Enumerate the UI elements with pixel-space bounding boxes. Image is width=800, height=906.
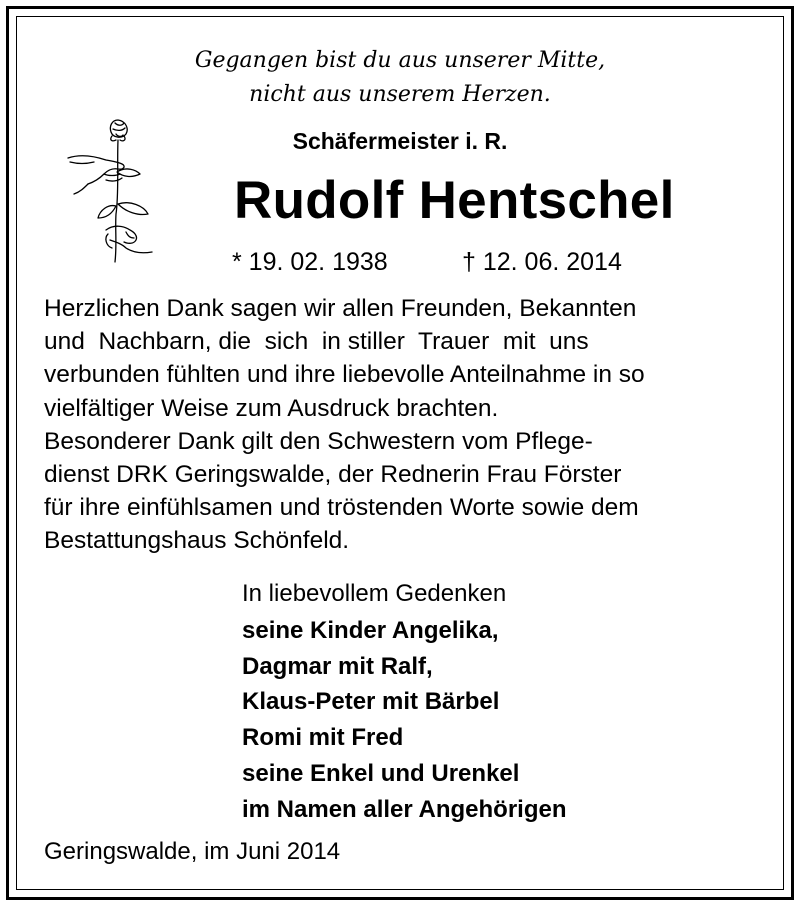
signature-line: Romi mit Fred xyxy=(242,724,404,752)
thanks-line: Bestattungshaus Schönfeld. xyxy=(44,527,350,555)
thanks-line: für ihre einfühlsamen und tröstenden Worte sowie dem xyxy=(44,494,639,522)
signature-line: im Namen aller Angehörigen xyxy=(242,795,567,823)
deceased-name: Rudolf Hentschel xyxy=(234,171,675,230)
motto-line-1: Gegangen bist du aus unserer Mitte, xyxy=(194,48,606,73)
signature-line: seine Kinder Angelika, xyxy=(242,617,499,644)
thanks-line: dienst DRK Geringswalde, der Rednerin Frau Förster xyxy=(44,461,622,489)
signature-intro: In liebevollem Gedenken xyxy=(242,580,507,607)
signature-names xyxy=(242,613,567,827)
signature-line: seine Enkel und Urenkel xyxy=(242,759,520,787)
signature-line: Dagmar mit Ralf, xyxy=(242,652,433,680)
birth-date: * 19. 02. 1938 xyxy=(232,248,388,276)
thanks-line: vielfältiger Weise zum Ausdruck brachten. xyxy=(44,394,499,422)
thanks-text xyxy=(44,292,764,558)
thanks-line: Herzlichen Dank sagen wir allen Freunden, Bekannten xyxy=(44,295,637,322)
motto-line-2: nicht aus unserem Herzen. xyxy=(249,82,551,107)
profession-title: Schäfermeister i. R. xyxy=(292,128,508,154)
death-date: † 12. 06. 2014 xyxy=(462,248,622,276)
thanks-line: verbunden fühlten und ihre liebevolle Anteilnahme in so xyxy=(44,361,645,389)
place-and-date: Geringswalde, im Juni 2014 xyxy=(44,838,341,865)
signature-line: Klaus-Peter mit Bärbel xyxy=(242,688,500,716)
thanks-line: und Nachbarn, die sich in stiller Trauer mit uns xyxy=(44,328,589,356)
thanks-line: Besonderer Dank gilt den Schwestern vom Pflege- xyxy=(44,427,593,455)
